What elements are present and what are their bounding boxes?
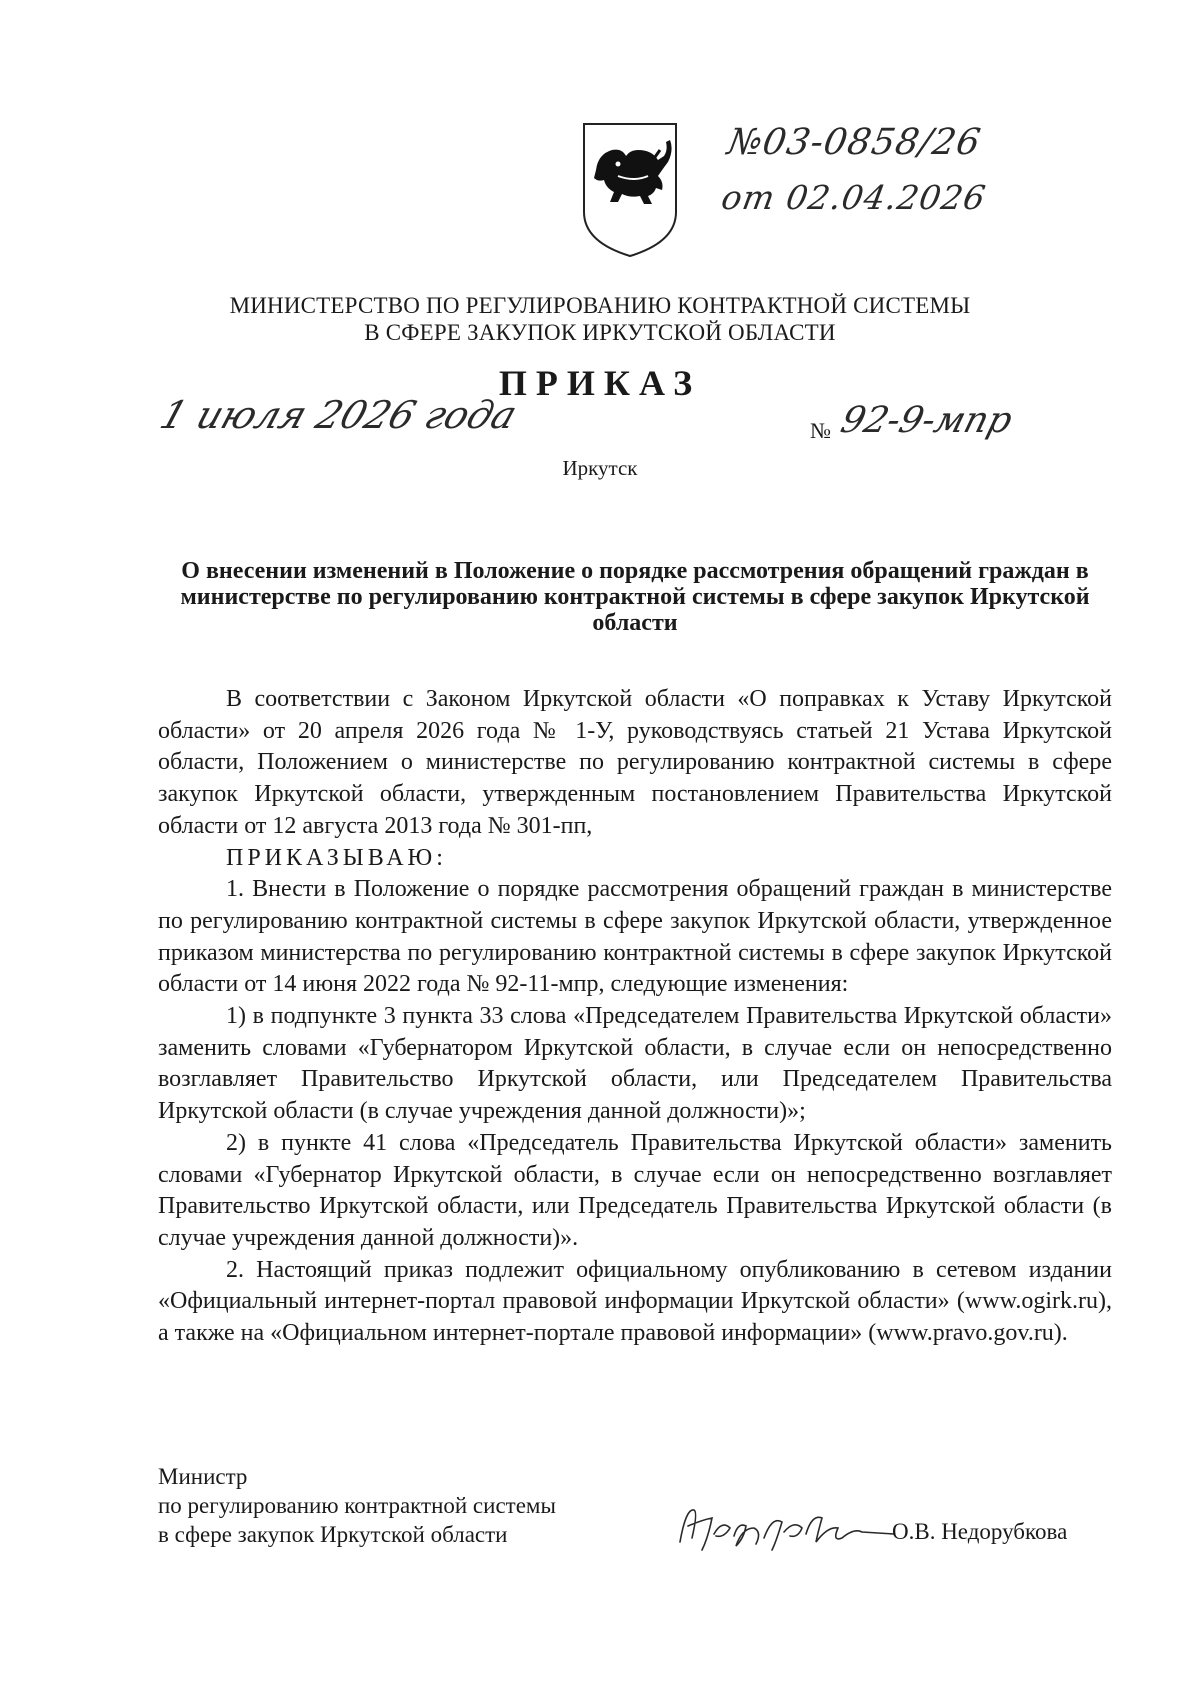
- item-2-paragraph: 2. Настоящий приказ подлежит официальному опубликованию в сетевом издании «Официальный интернет-портал правовой информации Иркутской области» (www.ogirk.ru), а также на «Официальном интернет-портале правовой информации» (www.pravo.gov.ru).: [158, 1256, 1112, 1347]
- document-type-title: ПРИКАЗ: [498, 363, 702, 403]
- registration-date: от 02.04.2026: [718, 178, 990, 217]
- signatory-position-line3: в сфере закупок Иркутской области: [158, 1522, 508, 1547]
- signatory-name: О.В. Недорубкова: [892, 1519, 1068, 1544]
- signatory-position: [158, 1462, 556, 1549]
- city-name: Иркутск: [562, 456, 638, 480]
- order-number-label: №: [810, 418, 831, 443]
- item-1-2-paragraph: 2) в пункте 41 слова «Председатель Правительства Иркутской области» заменить словами «Губернатор Иркутской области, в случае если он непосредственно возглавляет Правительство Иркутской области, или Председатель Правительства Иркутской области (в случае учреждения данной должности)».: [158, 1129, 1112, 1251]
- order-body: [158, 684, 1112, 1350]
- item-1-paragraph: 1. Внести в Положение о порядке рассмотрения обращений граждан в министерстве по регулированию контрактной системы в сфере закупок Иркутской области, утвержденное приказом министерства по регулированию контрактной системы в сфере закупок Иркутской области от 14 июня 2022 года № 92-11-мпр, следующие изменения:: [158, 876, 1112, 998]
- coat-of-arms-emblem: [578, 120, 682, 260]
- signatory-position-line2: по регулированию контрактной системы: [158, 1493, 556, 1518]
- ministry-name-line2: В СФЕРЕ ЗАКУПОК ИРКУТСКОЙ ОБЛАСТИ: [364, 320, 836, 345]
- signatory-position-line1: Министр: [158, 1464, 248, 1489]
- handwritten-signature: [672, 1498, 902, 1558]
- ministry-name-line1: МИНИСТЕРСТВО ПО РЕГУЛИРОВАНИЮ КОНТРАКТНОЙ СИСТЕМЫ: [229, 293, 971, 318]
- order-date: 1 июля 2026 года: [154, 393, 523, 437]
- order-subject: О внесении изменений в Положение о порядке рассмотрения обращений граждан в министерстве по регулированию контрактной системы в сфере закупок Иркутской области: [180, 558, 1090, 636]
- order-word: ПРИКАЗЫВАЮ:: [226, 844, 447, 871]
- preamble-paragraph: В соответствии с Законом Иркутской области «О поправках к Уставу Иркутской области» от 20 апреля 2026 года № 1-У, руководствуясь статьей 21 Устава Иркутской области, Положением о министерстве по регулированию контрактной системы в сфере закупок Иркутской области, утвержденным постановлением Правительства Иркутской области от 12 августа 2013 года № 301-пп,: [158, 686, 1112, 839]
- order-number: 92-9-мпр: [836, 400, 1017, 441]
- item-1-1-paragraph: 1) в подпункте 3 пункта 33 слова «Председателем Правительства Иркутской области» заменить словами «Губернатором Иркутской области, в случае если он непосредственно возглавляет Правительство Иркутской области, или Председателем Правительства Иркутской области (в случае учреждения данной должности)»;: [158, 1003, 1112, 1125]
- registration-number: №03-0858/26: [724, 122, 985, 163]
